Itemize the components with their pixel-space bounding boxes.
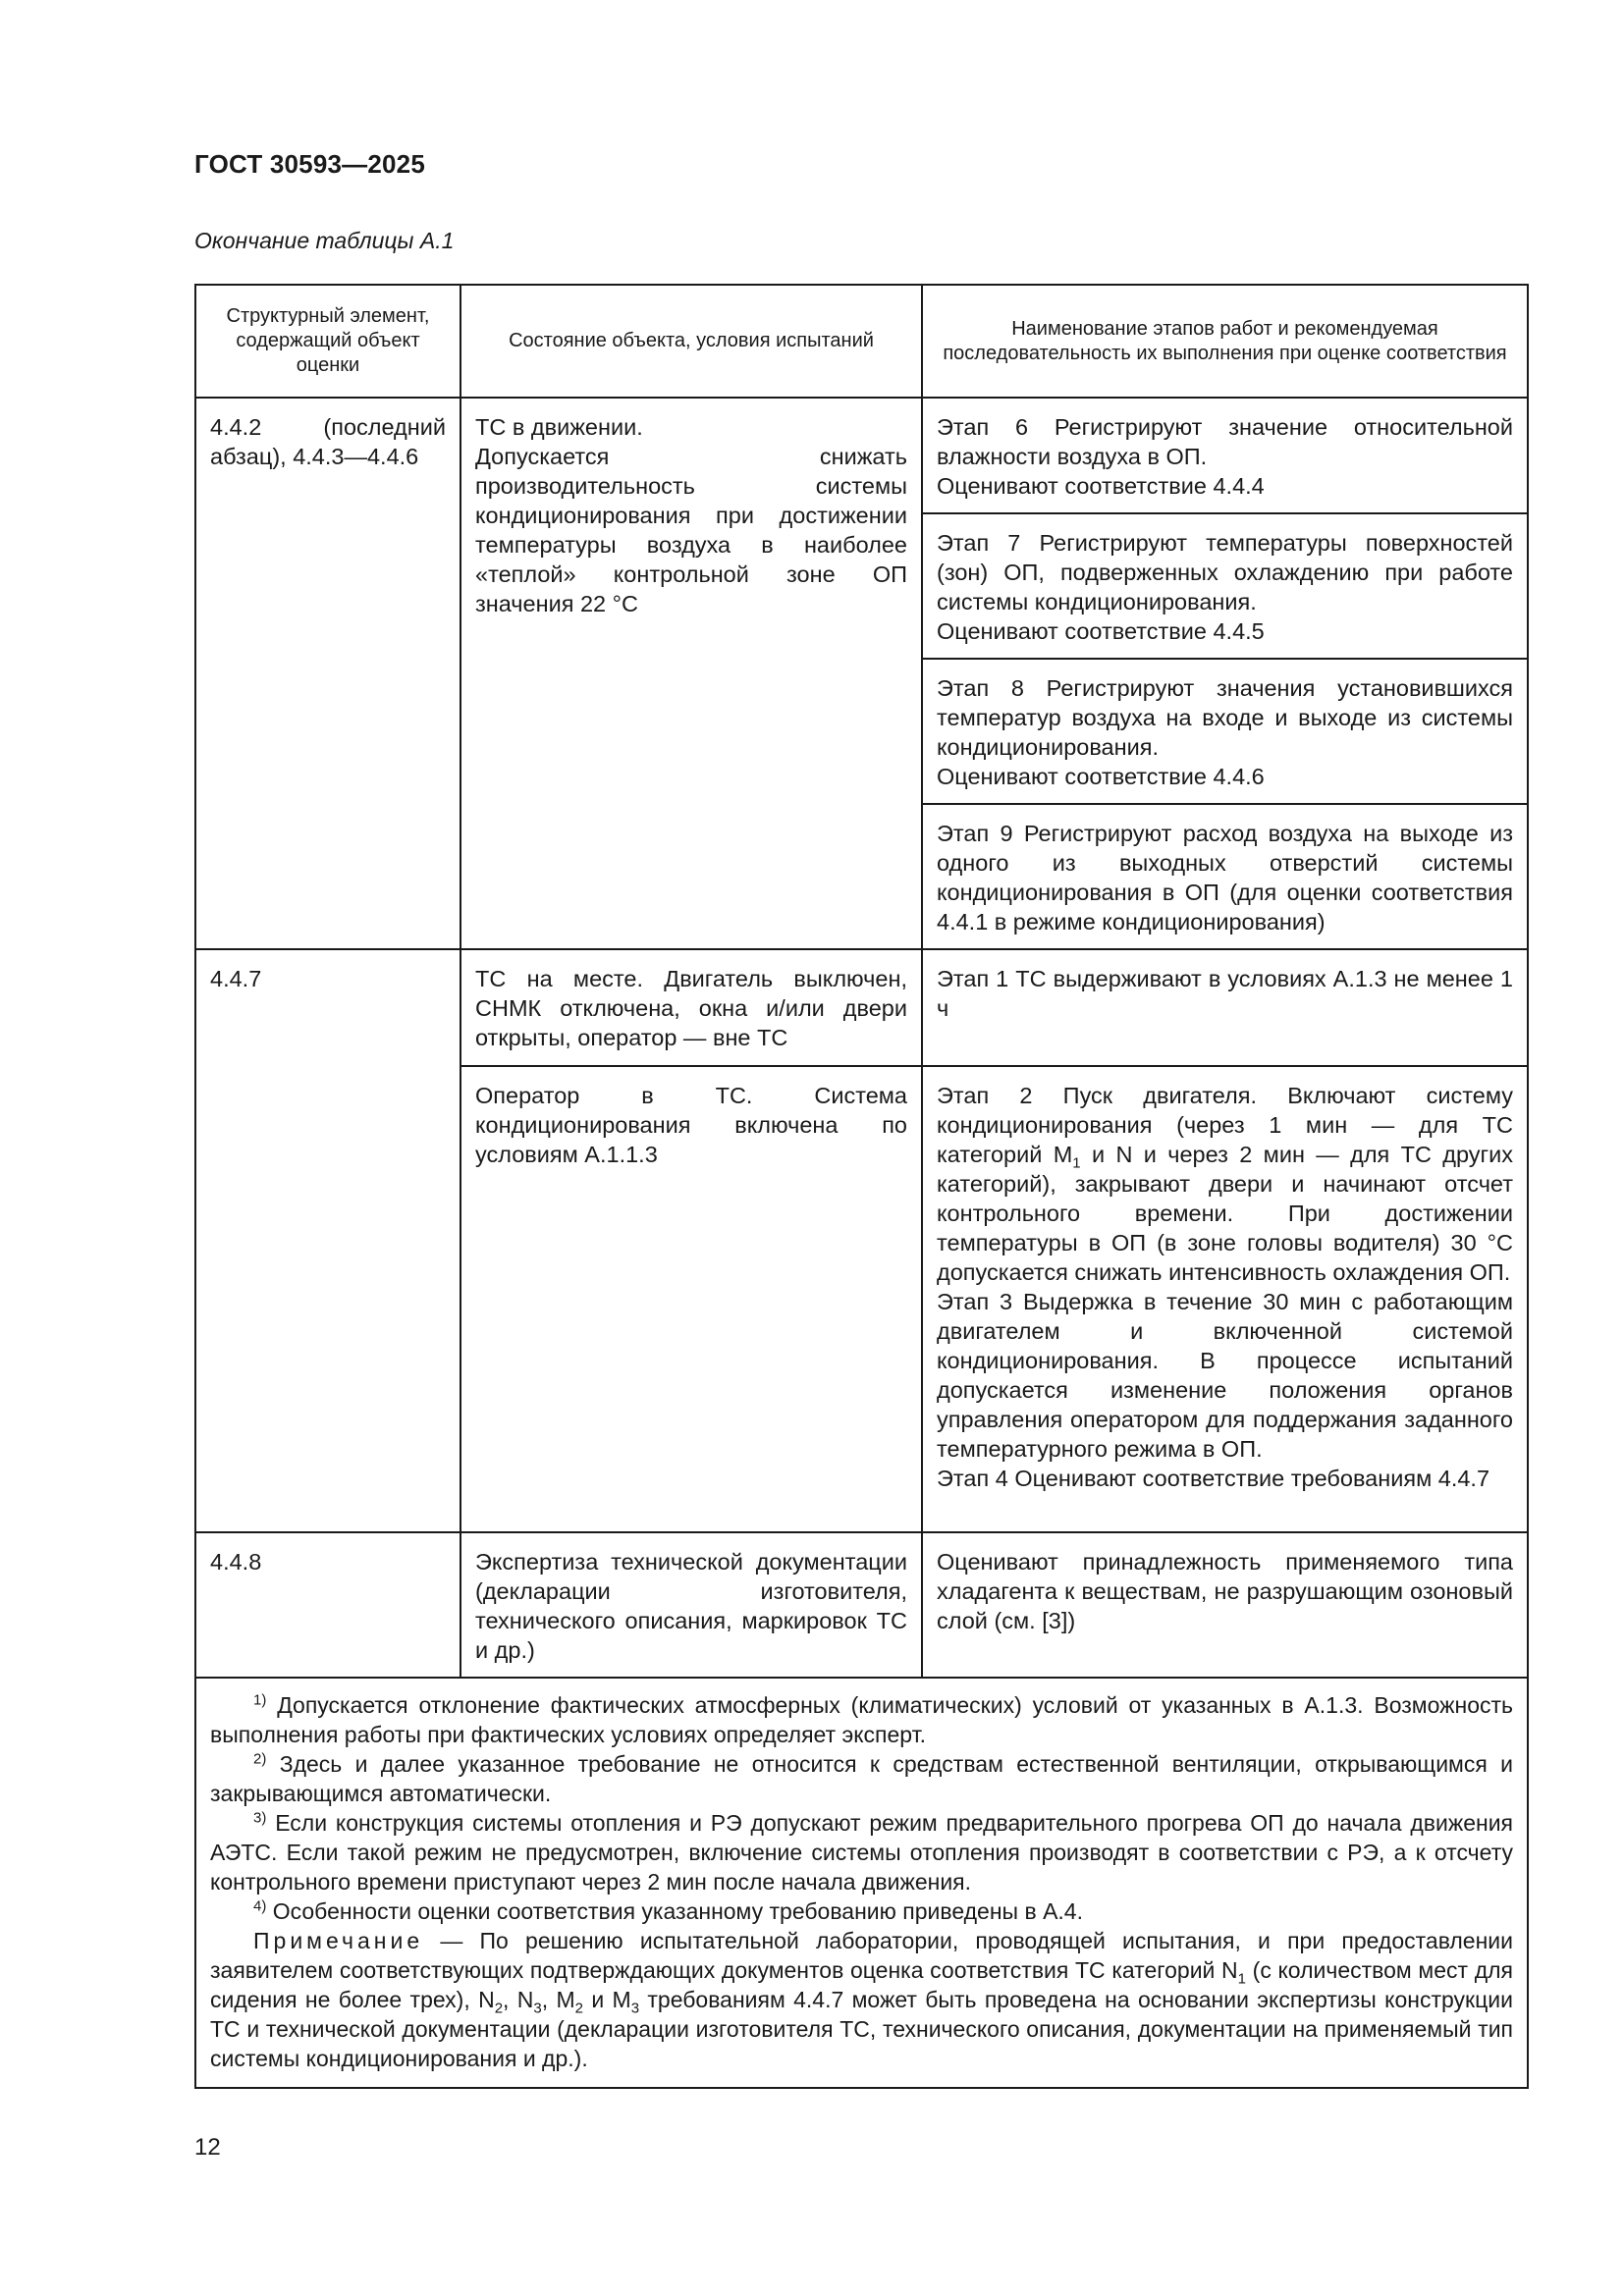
footnote: $^{3)}$ Если конструкция системы отопления и РЭ допускают режим предварительного прогрева ОП до начала движения АЭТС. Если такой режим не предусмотрен, включение системы отопления производят в соответствии с РЭ, а к отсчету контрольного времени приступают через 2 мин после начала движения. <box>210 1809 1513 1895</box>
step-cell: Этап 2 Пуск двигателя. Включают систему кондиционирования (через 1 мин — для ТС категорий $М_1$ и N и через 2 мин — для ТС других категорий), закрывают двери и начинают отсчет контрольного времени. При достижении температуры в ОП (в зоне головы водителя) 30 °С допускается снижать интенсивность охлаждения ОП. Этап 3 Выдержка в течение 30 мин с работающим двигателем и включенной системой кондиционирования. В процессе испытаний допускается изменение положения органов управления оператором для поддержания заданного температурного режима в ОП. Этап 4 Оценивают соответствие требованиям 4.4.7 <box>922 1066 1528 1532</box>
assessment-table <box>194 284 1529 2089</box>
column-header-element: Структурный элемент, содержащий объект оценки <box>195 285 460 398</box>
structural-element-cell: 4.4.7 <box>195 949 460 1532</box>
document-title: ГОСТ 30593—2025 <box>194 149 425 179</box>
column-header-steps: Наименование этапов работ и рекомендуемая последовательность их выполнения при оценке соответствия <box>922 285 1528 398</box>
condition-cell: ТС на месте. Двигатель выключен, СНМК отключена, окна и/или двери открыты, оператор — вне ТС <box>460 949 922 1066</box>
step-cell: Этап 8 Регистрируют значения установившихся температур воздуха на входе и выходе из системы кондиционирования. Оценивают соответствие 4.4.6 <box>922 659 1528 804</box>
step-cell: Этап 9 Регистрируют расход воздуха на выходе из одного из выходных отверстий системы кондиционирования в ОП (для оценки соответствия 4.4.1 в режиме кондиционирования) <box>922 804 1528 949</box>
condition-cell <box>460 398 922 949</box>
structural-element-cell: 4.4.2 (последний абзац), 4.4.3—4.4.6 <box>195 398 460 949</box>
remark-label: Примечание <box>253 1928 424 1953</box>
condition-cell: Оператор в ТС. Система кондиционирования включена по условиям А.1.1.3 <box>460 1066 922 1532</box>
footnote-mark: 2) <box>253 1750 267 1768</box>
step-cell: Оценивают принадлежность применяемого типа хладагента к веществам, не разрушающим озоновый слой (см. [3]) <box>922 1532 1528 1678</box>
footnote-mark: 4) <box>253 1897 267 1915</box>
footnote: $^{2)}$ Здесь и далее указанное требование не относится к средствам естественной вентиляции, открывающимся и закрывающимся автоматически. <box>210 1750 1514 1806</box>
step-cell: Этап 7 Регистрируют температуры поверхностей (зон) ОП, подверженных охлаждению при работе системы кондиционирования. Оценивают соответствие 4.4.5 <box>922 513 1528 659</box>
structural-element-cell: 4.4.8 <box>195 1532 460 1678</box>
table-row <box>195 398 1528 513</box>
condition-cell: Экспертиза технической документации (декларации изготовителя, технического описания, маркировок ТС и др.) <box>460 1532 922 1678</box>
footnote-mark: 3) <box>253 1809 267 1827</box>
table-notes-row <box>195 1678 1528 2088</box>
footnote: $^{4)}$ Особенности оценки соответствия указанному требованию приведены в А.4. <box>253 1897 1083 1924</box>
condition-line: ТС в движении. <box>475 414 643 440</box>
table-caption: Окончание таблицы А.1 <box>194 228 455 253</box>
table-header-row <box>195 285 1528 398</box>
column-header-condition: Состояние объекта, условия испытаний <box>460 285 922 398</box>
table-row <box>195 949 1528 1066</box>
table-remark: Примечание — По решению испытательной лаборатории, проводящей испытания, и при предоставлении заявителем соответствующих подтверждающих документов оценка соответствия ТС категорий $N_1$ (с количеством мест для сидения не более трех), $N_2$, $N_3$, $M_2$ и $M_3$ требованиям 4.4.7 может быть проведена на основании экспертизы конструкции ТС и технической документации (декларации изготовителя ТС, технического описания, документации на применяемый тип системы кондиционирования и др.). <box>210 1928 1513 2071</box>
step-cell: Этап 1 ТС выдерживают в условиях А.1.3 не менее 1 ч <box>922 949 1528 1066</box>
notes-cell <box>195 1678 1528 2088</box>
condition-line: Допускается снижать производительность системы кондиционирования при достижении температуры воздуха в наиболее «теплой» контрольной зоне ОП значения 22 °С <box>475 444 907 616</box>
table-row <box>195 1532 1528 1678</box>
step-cell: Этап 6 Регистрируют значение относительной влажности воздуха в ОП. Оценивают соответствие 4.4.4 <box>922 398 1528 513</box>
footnote-mark: 1) <box>253 1691 267 1709</box>
page-number: 12 <box>194 2134 221 2161</box>
footnote: $^{1)}$ Допускается отклонение фактических атмосферных (климатических) условий от указанных в А.1.3. Возможность выполнения работы при фактических условиях определяет эксперт. <box>210 1691 1514 1747</box>
